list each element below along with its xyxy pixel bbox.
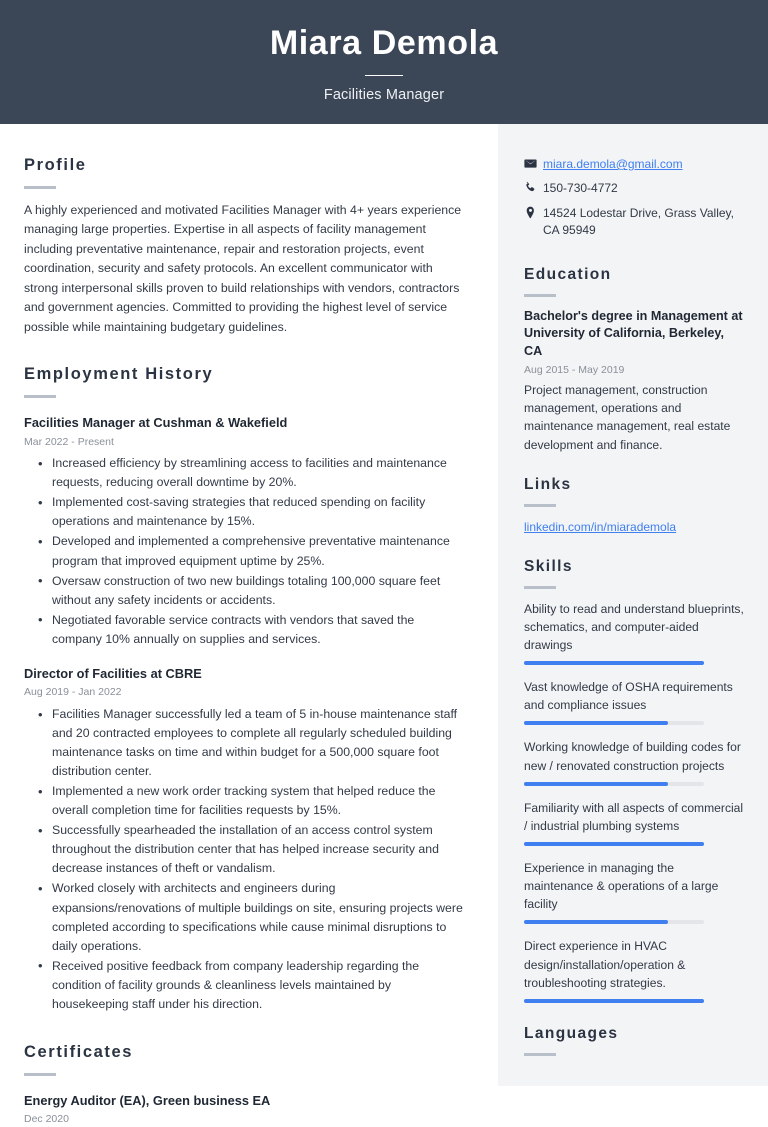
bullet-item: • Implemented cost-saving strategies that reduced spending on facility operations and maintenance by 15%. (24, 493, 464, 531)
certificates-heading: Certificates (24, 1042, 134, 1061)
profile-divider (24, 186, 56, 189)
spacer (24, 337, 464, 365)
employment-entry-title: Director of Facilities at CBRE (24, 665, 202, 681)
languages-heading: Languages (524, 1024, 619, 1042)
skill-level-fill (524, 721, 668, 725)
section-skills (524, 558, 744, 1003)
bullet-item: • Oversaw construction of two new buildings totaling 100,000 square feet without any safety incidents or accidents. (24, 572, 464, 610)
employment-entry-date: Aug 2019 - Jan 2022 (24, 686, 122, 699)
employment-entry (24, 415, 464, 649)
candidate-name: Miara Demola (269, 23, 499, 62)
skill-level-track (524, 842, 704, 846)
skill-level-track (524, 782, 704, 786)
skill-level-track (524, 721, 704, 725)
links-heading: Links (524, 475, 572, 493)
email-link[interactable]: miara.demola@gmail.com (543, 157, 683, 171)
skill-label: Familiarity with all aspects of commercial / industrial plumbing systems (524, 800, 744, 833)
contact-list (524, 156, 744, 240)
skill-level-fill (524, 999, 704, 1003)
resume-body (0, 124, 768, 1126)
contact-value (543, 156, 744, 173)
skill-item (524, 600, 744, 665)
employment-entry (24, 666, 464, 1014)
skill-level-fill (524, 920, 668, 924)
skills-divider (524, 586, 556, 589)
bullet-item: • Facilities Manager successfully led a team of 5 in-house maintenance staff and 20 contracted employees to complete all regularly scheduled building maintenance tasks on time and within budget for a 500,000 square foot distribution center. (24, 705, 464, 781)
envelope-icon (524, 156, 543, 170)
certificate-date: Dec 2020 (24, 1113, 69, 1126)
education-heading: Education (524, 265, 612, 283)
section-profile (24, 156, 464, 337)
skill-level-fill (524, 842, 704, 846)
certificate-title: Energy Auditor (EA), Green business EA (24, 1092, 271, 1108)
contact-row-address (524, 205, 744, 240)
skill-item (524, 859, 744, 924)
certificate-entry (24, 1093, 464, 1127)
bullet-item: • Negotiated favorable service contracts with vendors that saved the company 10% annually on supplies and services. (24, 611, 464, 649)
skill-item (524, 678, 744, 725)
skill-label: Ability to read and understand blueprints, schematics, and computer-aided drawings (524, 601, 744, 653)
contact-row-email (524, 156, 744, 173)
skill-level-track (524, 661, 704, 665)
header-divider (365, 75, 403, 77)
languages-divider (524, 1053, 556, 1056)
education-entry-date: Aug 2015 - May 2019 (524, 364, 625, 377)
bullet-item: • Implemented a new work order tracking system that helped reduce the overall completion time for facilities requests by 15%. (24, 782, 464, 820)
skill-level-fill (524, 782, 668, 786)
section-education (524, 266, 744, 454)
employment-entry-date: Mar 2022 - Present (24, 435, 114, 448)
phone-value: 150-730-4772 (543, 181, 618, 196)
linkedin-link[interactable]: linkedin.com/in/miarademola (524, 519, 677, 534)
education-entry (524, 308, 744, 454)
employment-entry-bullets (24, 454, 464, 648)
employment-entry-bullets (24, 705, 464, 1014)
spacer (24, 1015, 464, 1043)
address-value: 14524 Lodestar Drive, Grass Valley, CA 95949 (543, 205, 734, 238)
skill-level-track (524, 999, 704, 1003)
education-entry-description: Project management, construction management, operations and maintenance management, real estate development and finance. (524, 383, 731, 452)
location-pin-icon (524, 205, 543, 219)
skills-heading: Skills (524, 557, 573, 575)
section-employment-history (24, 365, 464, 1014)
skill-level-fill (524, 661, 704, 665)
skill-item (524, 937, 744, 1002)
main-column (0, 124, 498, 1126)
section-languages (524, 1025, 744, 1056)
skill-label: Vast knowledge of OSHA requirements and compliance issues (524, 680, 733, 713)
profile-text: A highly experienced and motivated Facilities Manager with 4+ years experience managing large properties. Expertise in all aspects of facility management including preventative maintenance, repair and restoration projects, event coordination, security and safety protocols. An excellent communicator with strong interpersonal skills proven to build relationships with vendors, contractors and government agencies. Committed to providing the highest level of service possible while maintaining budgetary guidelines. (24, 203, 462, 334)
contact-row-phone (524, 180, 744, 197)
employment-divider (24, 395, 56, 398)
links-list (524, 518, 744, 536)
sidebar-column (498, 124, 768, 1086)
education-divider (524, 294, 556, 297)
bullet-item: • Successfully spearheaded the installation of an access control system throughout the distribution center that has helped increase security and decrease instances of theft or vandalism. (24, 821, 464, 878)
resume-header (0, 0, 768, 124)
bullet-item: • Developed and implemented a comprehensive preventative maintenance program that improved equipment uptime by 25%. (24, 532, 464, 570)
employment-entry-title: Facilities Manager at Cushman & Wakefield (24, 414, 288, 430)
spacer (524, 454, 744, 476)
candidate-job-title: Facilities Manager (323, 87, 445, 104)
skill-item (524, 799, 744, 846)
skill-label: Working knowledge of building codes for new / renovated construction projects (524, 740, 741, 773)
employment-heading: Employment History (24, 364, 214, 383)
profile-heading: Profile (24, 156, 87, 174)
skill-label: Experience in managing the maintenance & operations of a large facility (524, 861, 719, 912)
bullet-item: • Received positive feedback from company leadership regarding the condition of facility grounds & cleanliness levels maintained by housekeeping staff under his direction. (24, 957, 464, 1014)
section-certificates (24, 1043, 464, 1127)
section-links (524, 476, 744, 536)
bullet-item: • Increased efficiency by streamlining access to facilities and maintenance requests, reducing overall downtime by 20%. (24, 454, 464, 492)
skill-level-track (524, 920, 704, 924)
skill-item (524, 738, 744, 785)
certificates-divider (24, 1073, 56, 1076)
spacer (524, 536, 744, 558)
skill-label: Direct experience in HVAC design/installation/operation & troubleshooting strategies. (524, 939, 686, 990)
bullet-item: • Worked closely with architects and engineers during expansions/renovations of multiple buildings on site, ensuring projects were completed according to specifications while cause minimal disruptions to daily operations. (24, 879, 464, 955)
links-divider (524, 504, 556, 507)
phone-icon (524, 180, 543, 194)
education-entry-title: Bachelor's degree in Management at University of California, Berkeley, CA (524, 308, 743, 359)
